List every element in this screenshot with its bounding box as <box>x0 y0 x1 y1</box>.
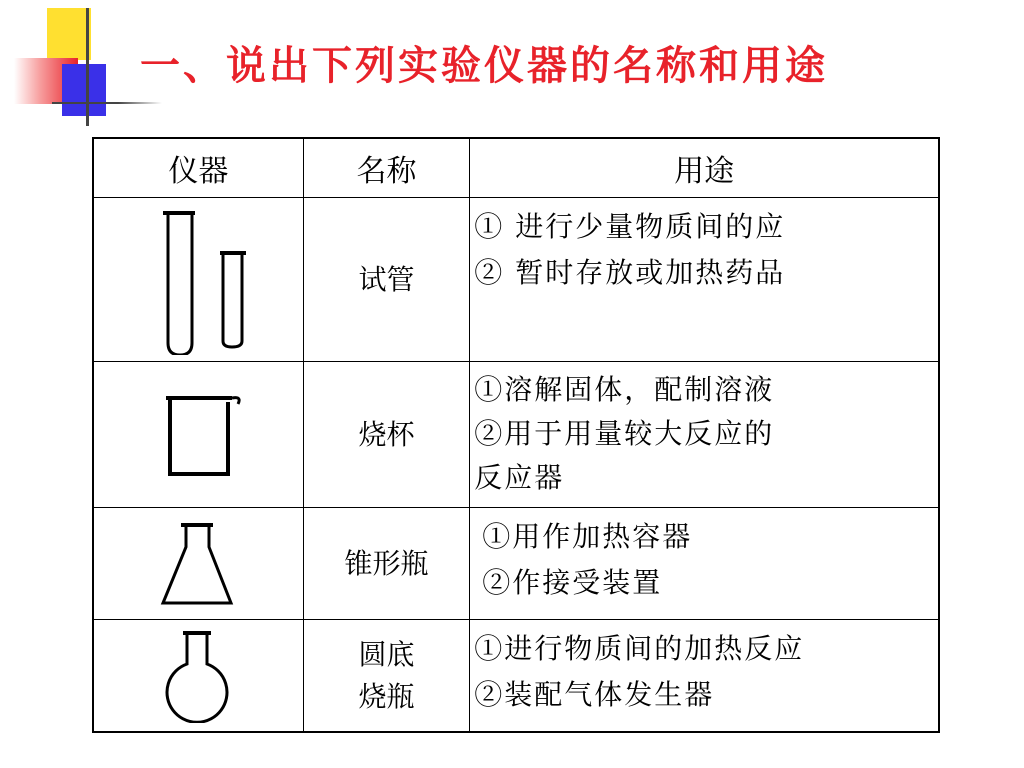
table-row <box>93 362 939 508</box>
use-line: ①用作加热容器 <box>482 520 693 553</box>
table-row <box>93 620 939 733</box>
use-line: ②用于用量较大反应的 <box>474 417 775 450</box>
apparatus-cell <box>93 620 303 733</box>
table-header-row <box>93 138 939 198</box>
use-cell <box>470 198 939 362</box>
use-line: ② 暂时存放或加热药品 <box>474 256 786 289</box>
header-apparatus: 仪器 <box>93 138 303 198</box>
use-line: ① 进行少量物质间的应 <box>474 210 786 243</box>
use-cell <box>470 620 939 733</box>
decor-horizontal-line <box>52 102 162 104</box>
name-cell <box>303 508 470 620</box>
apparatus-name: 锥形瓶 <box>344 546 429 580</box>
use-line: ②作接受装置 <box>482 566 663 599</box>
slide-title: 一、说出下列实验仪器的名称和用途 <box>140 42 828 89</box>
apparatus-cell <box>93 508 303 620</box>
name-cell <box>303 362 470 508</box>
beaker-icon <box>148 390 248 480</box>
name-cell <box>303 198 470 362</box>
table-row <box>93 508 939 620</box>
apparatus-cell <box>93 362 303 508</box>
apparatus-table <box>92 137 940 733</box>
conical-flask-icon <box>153 519 243 609</box>
table-row <box>93 198 939 362</box>
round-bottom-flask-icon <box>153 628 243 723</box>
apparatus-name: 烧杯 <box>358 417 415 451</box>
use-line: ①进行物质间的加热反应 <box>474 632 805 665</box>
apparatus-name: 试管 <box>358 262 415 296</box>
decor-yellow-square <box>47 8 91 60</box>
use-line: ①溶解固体，配制溶液 <box>474 373 775 406</box>
use-cell <box>470 362 939 508</box>
apparatus-name: 烧瓶 <box>358 679 415 713</box>
apparatus-name: 圆底 <box>358 637 415 671</box>
name-cell <box>303 620 470 733</box>
header-use: 用途 <box>470 138 939 198</box>
use-line: 反应器 <box>474 461 565 494</box>
decor-vertical-line <box>86 8 89 126</box>
use-cell <box>470 508 939 620</box>
decor-blue-square <box>62 64 106 116</box>
use-line: ②装配气体发生器 <box>474 678 715 711</box>
header-name: 名称 <box>303 138 470 198</box>
test-tubes-icon <box>128 205 268 355</box>
apparatus-cell <box>93 198 303 362</box>
